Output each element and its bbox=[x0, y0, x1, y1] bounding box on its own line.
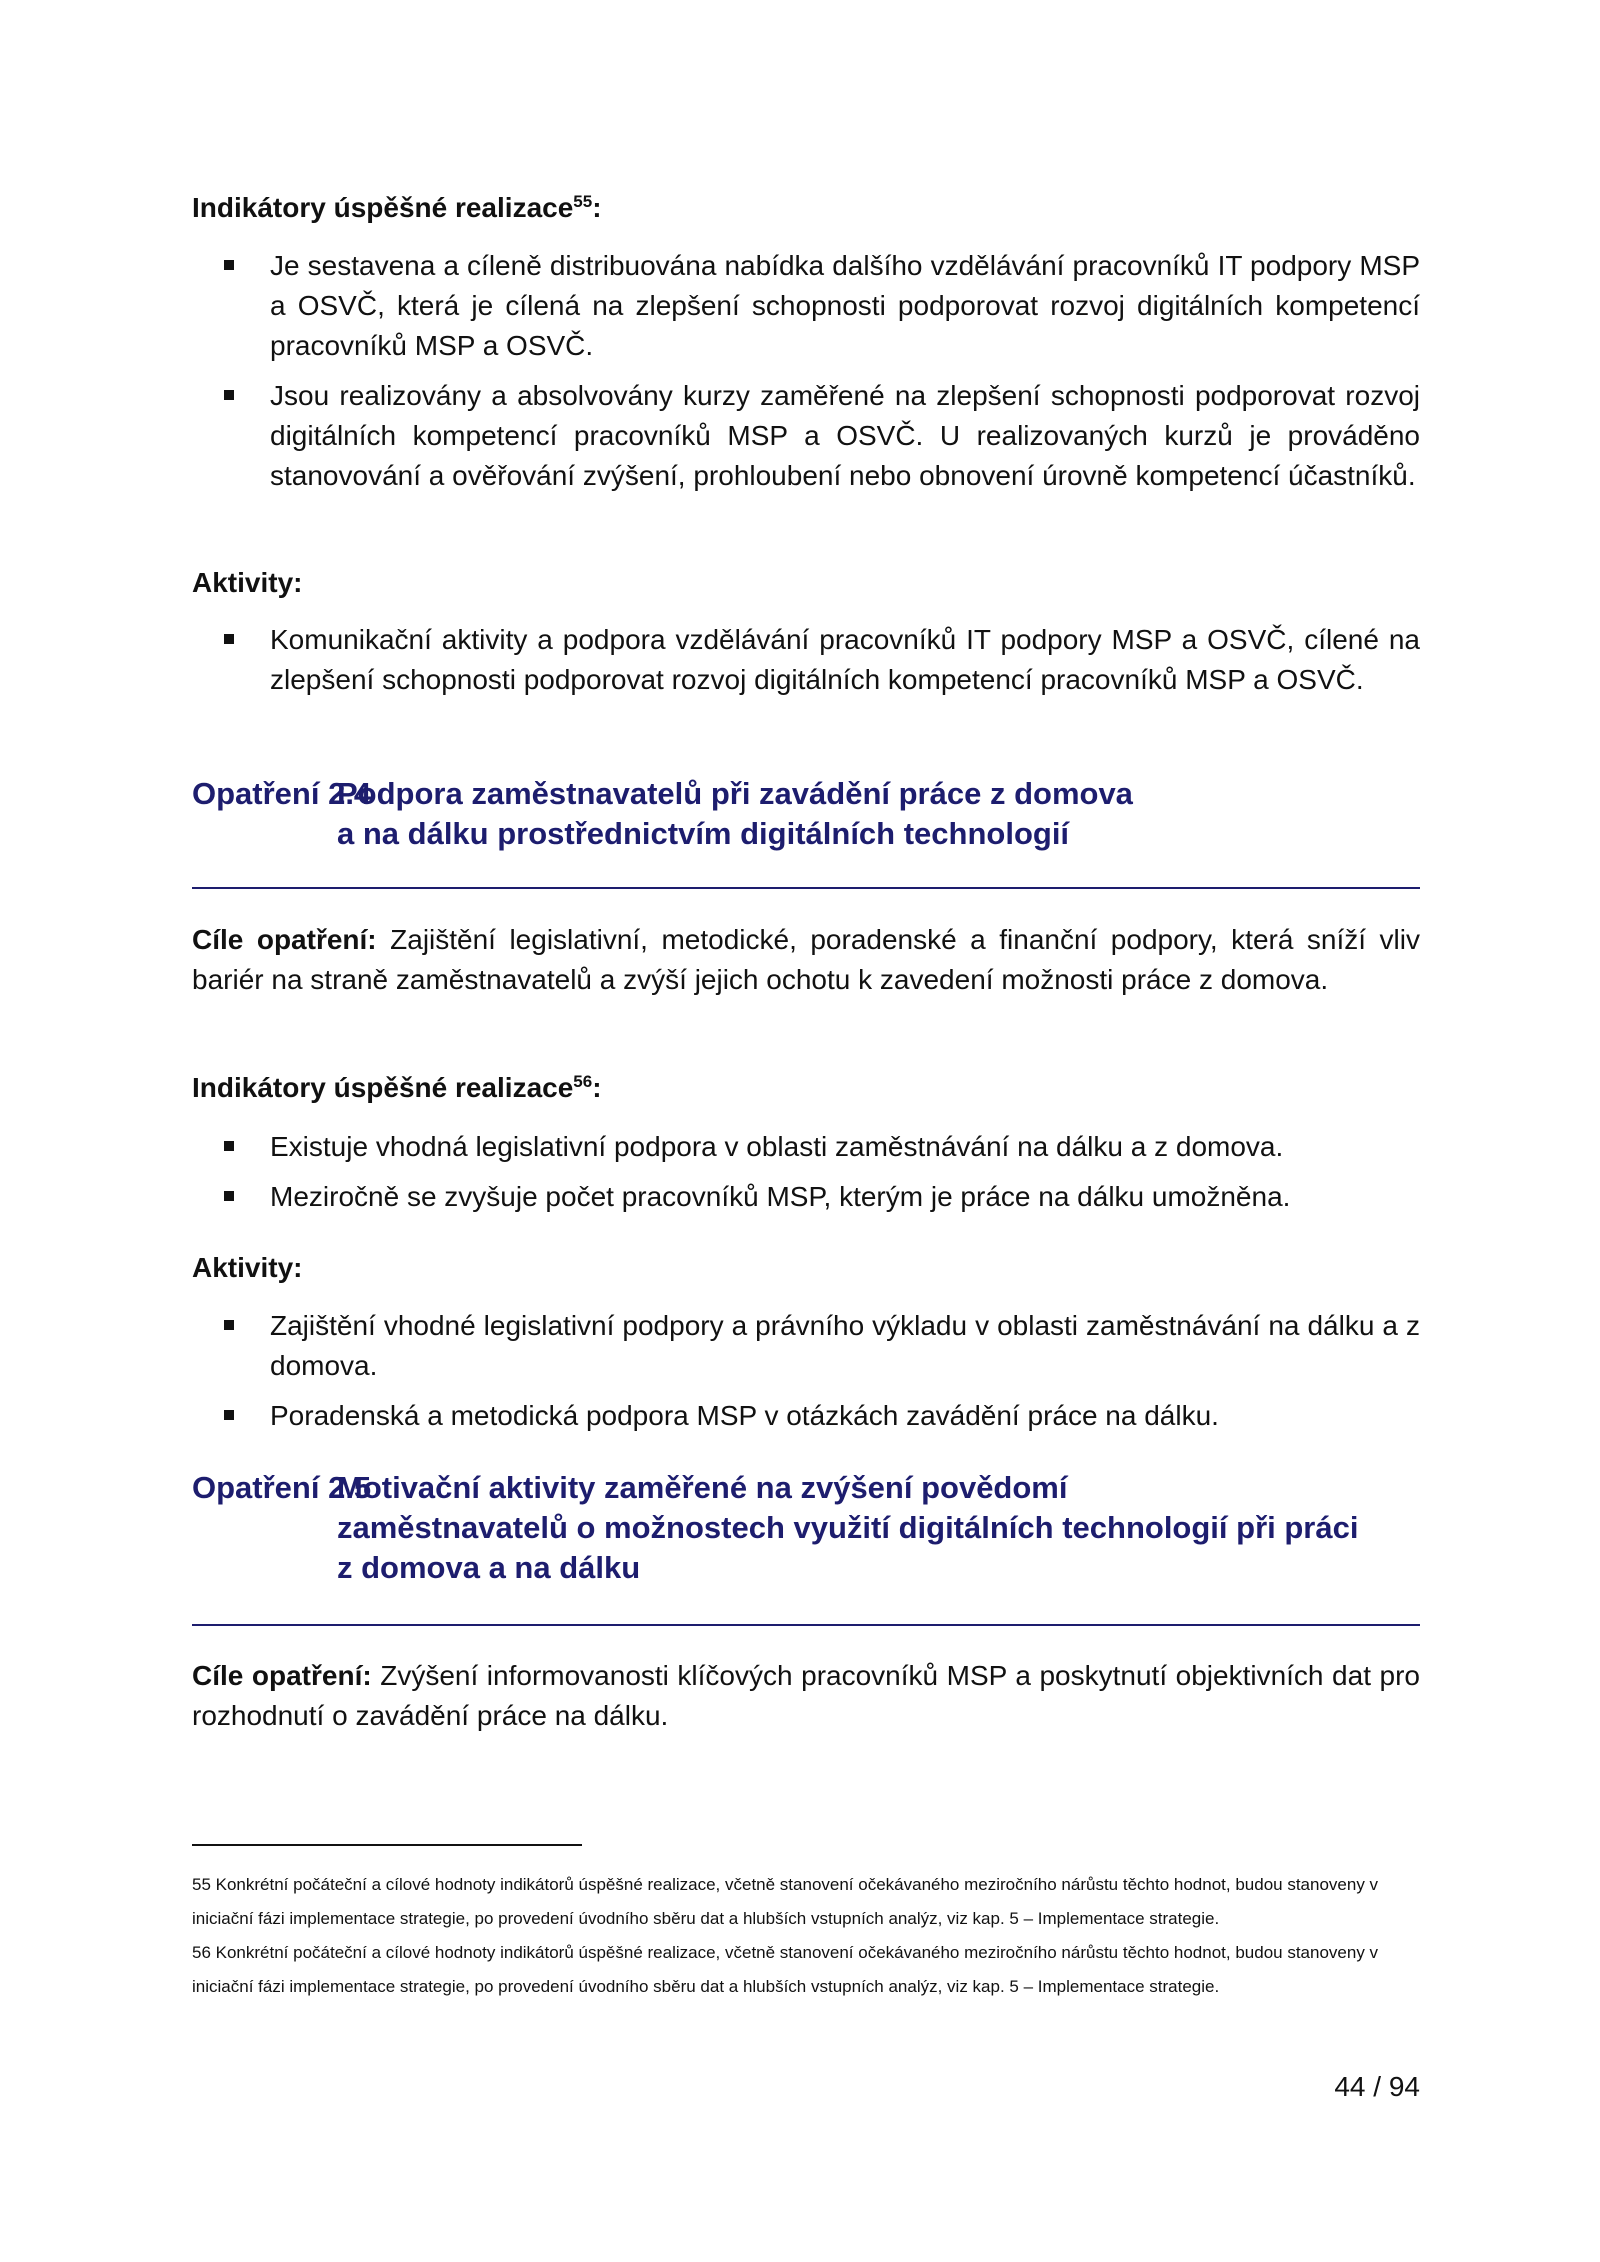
bullet-marker bbox=[224, 634, 234, 644]
footnote: 55 Konkrétní počáteční a cílové hodnoty indikátorů úspěšné realizace, včetně stanovení očekávaného meziročního nárůstu těchto hodnot, budou stanoveny v iniciační fázi implementace strategie, po provedení úvodního sběru dat a hlubších vstupních analýz, viz kap. 5 – Implementace strategie. bbox=[192, 1875, 1379, 1928]
activities-heading: Aktivity: bbox=[192, 1252, 303, 1283]
footnotes bbox=[192, 1868, 1420, 2004]
measure-title: Podpora zaměstnavatelů při zavádění práce z domova a na dálku prostřednictvím digitálních technologií bbox=[337, 776, 1133, 851]
indicators-heading: Indikátory úspěšné realizace$^{55}$: bbox=[192, 192, 602, 223]
section-divider bbox=[192, 887, 1420, 889]
measure-number: Opatření 2.5 bbox=[192, 1470, 372, 1505]
indicators-block-2-4 bbox=[192, 1068, 1420, 1108]
measure-title: Motivační aktivity zaměřené na zvýšení povědomí zaměstnavatelů o možnostech využití digitálních technologií při práci z domova a na dálku bbox=[337, 1470, 1359, 1585]
list-item: Je sestavena a cíleně distribuována nabídka dalšího vzdělávání pracovníků IT podpory MSP a OSVČ, která je cílená na zlepšení schopnosti podporovat rozvoj digitálních kompetencí pracovníků MSP a OSVČ. bbox=[192, 246, 1420, 366]
measure-heading-2-4 bbox=[192, 774, 1420, 854]
activities-list-1 bbox=[192, 620, 1420, 710]
list-item: Poradenská a metodická podpora MSP v otázkách zavádění práce na dálku. bbox=[192, 1396, 1420, 1436]
activities-block-1 bbox=[192, 563, 1420, 603]
bullet-marker bbox=[224, 1320, 234, 1330]
indicators-heading: Indikátory úspěšné realizace$^{56}$: bbox=[192, 1072, 602, 1103]
goals-text: Zvýšení informovanosti klíčových pracovníků MSP a poskytnutí objektivních dat pro rozhodnutí o zavádění práce na dálku. bbox=[192, 1660, 1420, 1731]
footnote-divider bbox=[192, 1844, 582, 1846]
list-item: Zajištění vhodné legislativní podpory a právního výkladu v oblasti zaměstnávání na dálku a z domova. bbox=[192, 1306, 1420, 1386]
footnote: 56 Konkrétní počáteční a cílové hodnoty indikátorů úspěšné realizace, včetně stanovení očekávaného meziročního nárůstu těchto hodnot, budou stanoveny v iniciační fázi implementace strategie, po provedení úvodního sběru dat a hlubších vstupních analýz, viz kap. 5 – Implementace strategie. bbox=[192, 1943, 1379, 1996]
footnote-ref[interactable]: 56 bbox=[573, 1072, 593, 1091]
indicators-list-1 bbox=[192, 246, 1420, 506]
goals-text: Zajištění legislativní, metodické, poradenské a finanční podpory, která sníží vliv bariér na straně zaměstnavatelů a zvýší jejich ochotu k zavedení možnosti práce z domova. bbox=[192, 924, 1420, 995]
activities-list-2-4 bbox=[192, 1306, 1420, 1446]
activities-heading: Aktivity: bbox=[192, 567, 303, 598]
bullet-marker bbox=[224, 260, 234, 270]
list-item: Existuje vhodná legislativní podpora v oblasti zaměstnávání na dálku a z domova. bbox=[192, 1127, 1420, 1167]
bullet-marker bbox=[224, 1141, 234, 1151]
activities-block-2-4 bbox=[192, 1248, 1420, 1288]
bullet-marker bbox=[224, 1191, 234, 1201]
page-number: 44 / 94 bbox=[1334, 2071, 1420, 2102]
measure-number: Opatření 2.4 bbox=[192, 776, 372, 811]
goals-block-2-4 bbox=[192, 920, 1420, 1000]
bullet-marker bbox=[224, 1410, 234, 1420]
measure-heading-2-5 bbox=[192, 1468, 1420, 1588]
list-item: Komunikační aktivity a podpora vzdělávání pracovníků IT podpory MSP a OSVČ, cílené na zlepšení schopnosti podporovat rozvoj digitálních kompetencí pracovníků MSP a OSVČ. bbox=[192, 620, 1420, 700]
goals-label: Cíle opatření: bbox=[192, 1660, 372, 1691]
section-divider bbox=[192, 1624, 1420, 1626]
footnote-ref[interactable]: 55 bbox=[573, 192, 593, 211]
bullet-marker bbox=[224, 390, 234, 400]
indicators-block-1 bbox=[192, 188, 1420, 228]
indicators-list-2-4 bbox=[192, 1127, 1420, 1227]
goals-label: Cíle opatření: bbox=[192, 924, 377, 955]
goals-block-2-5 bbox=[192, 1656, 1420, 1736]
list-item: Meziročně se zvyšuje počet pracovníků MSP, kterým je práce na dálku umožněna. bbox=[192, 1177, 1420, 1217]
list-item: Jsou realizovány a absolvovány kurzy zaměřené na zlepšení schopnosti podporovat rozvoj digitálních kompetencí pracovníků MSP a OSVČ. U realizovaných kurzů je prováděno stanovování a ověřování zvýšení, prohloubení nebo obnovení úrovně kompetencí účastníků. bbox=[192, 376, 1420, 496]
